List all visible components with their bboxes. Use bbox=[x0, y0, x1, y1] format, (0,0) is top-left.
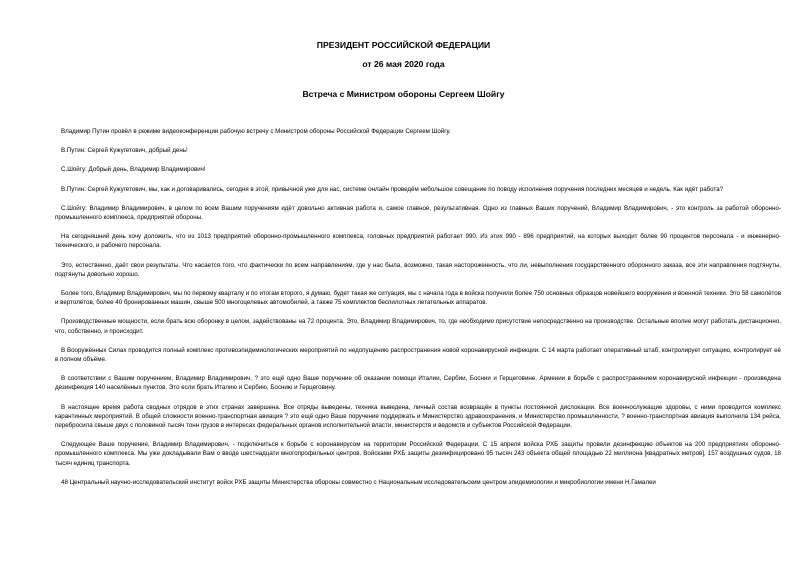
paragraph: С.Шойгу: Добрый день, Владимир Владимирович! bbox=[61, 166, 206, 174]
paragraph: Следующее Ваше поручение, Владимир Владимирович, - подключиться к борьбе с коронавирусом на территории Российской Федерации. С 15 апреля войска РХБ защиты провели дезинфекцию объектов на 200 предприятиях оборонно-промышленного комплекса. Мы уже докладывали Вам о вводе шестнадцати многопрофильных центров. Войсками РХБ защиты дезинфицировано 95 тысяч 243 объекта общей площадью 22 миллиона [квадратных метров], 157 воздушных судов, 18 тысяч единиц транспорта. bbox=[55, 441, 781, 467]
paragraph: В.Путин: Сергей Кужугетович, мы, как и договаривались, сегодня в этой, привычной уже для нас, системе онлайн проведём небольшое совещание по поводу исполнения поручения последних месяцев и недель. Как идёт работа? bbox=[61, 185, 724, 193]
organization-heading: ПРЕЗИДЕНТ РОССИЙСКОЙ ФЕДЕРАЦИИ bbox=[316, 40, 491, 50]
paragraph: В настоящее время работа сводных отрядов в этих странах завершена. Все отряды выведены, техника выведена, личный состав возвращён в пункты постоянной дислокации. Все военнослужащие здоровы, с ними проводится комплекс карантинных мероприятий. В общей сложности военно-транспортная авиация ? это ещё одно Ваше поручение поддержать и Министерство здравоохранения, и Министерство промышленности, ? военно-транспортная авиация выполнила 134 рейса, перебросила свыше двух с половиной тысяч тонн грузов в интересах федеральных органов исполнительной власти, министерств и ведомств и субъектов Российской Федерации. bbox=[55, 403, 781, 430]
paragraph: На сегодняшний день хочу доложить, что из 1013 предприятий оборонно-промышленного комплекса, головных предприятий работает 990. Из этих 990 - 896 предприятий, на которых выходит более 90 процентов персонала - и инженерно-технического, и рабочего персонала. bbox=[55, 233, 781, 250]
paragraph: В.Путин: Сергей Кужугетович, добрый день! bbox=[61, 147, 188, 155]
paragraph: В соответствии с Вашим поручением, Владимир Владимирович, ? это ещё одно Ваше поручение об оказании помощи Италии, Сербии, Боснии и Герцеговине, Армении в борьбе с распространением коронавирусной инфекции - произведена дезинфекция 140 населённых пунктов. Это если брать Италию и Сербию, Боснию и Герцеговину. bbox=[55, 375, 781, 392]
paragraph: С.Шойгу: Владимир Владимирович, в целом по всем Вашим поручениям идёт довольно активная работа и, самое главное, результативная. Одно из главных Ваших поручений, Владимир Владимирович, - это контроль за работой оборонно-промышленного комплекса, предприятий обороны. bbox=[55, 204, 781, 222]
paragraph: 48 Центральный научно-исследовательский институт войск РХБ защиты Министерства обороны совместно с Национальным исследовательским центром эпидемиологии и микробиологии имени Н.Гамалеи bbox=[61, 478, 656, 486]
paragraph: Владимир Путин провёл в режиме видеоконференции рабочую встречу с Министром обороны Российской Федерации Сергеем Шойгу. bbox=[61, 128, 451, 135]
date-heading: от 26 мая 2020 года bbox=[362, 59, 445, 69]
paragraph: В Вооружённых Силах проводится полный комплекс противоэпидемиологических мероприятий по недопущению распространения новой коронавирусной инфекции. С 14 марта работает оперативный штаб, контролирует ситуацию, контролирует её в полном объёме. bbox=[55, 346, 781, 364]
document-title: Встреча с Министром обороны Сергеем Шойгу bbox=[302, 89, 505, 99]
document-body bbox=[55, 127, 781, 487]
paragraph: Более того, Владимир Владимирович, мы по первому кварталу и по итогам второго, я думаю, будет такая же ситуация, мы с начала года в войска получили более 750 основных образцов новейшего вооружения и военной техники. Это 58 самолётов и вертолётов, более 40 бронированных машин, свыше 500 многоцелевых автомобилей, а также 75 комплектов беспилотных летательных аппаратов. bbox=[55, 290, 781, 307]
paragraph: Это, естественно, даёт свои результаты. Что касается того, что фактически по всем направлениям, где у нас была, возможно, такая настороженность, что ли, невыполнения государственного оборонного заказа, все эти направления подтянуты, подтянуты довольно хорошо. bbox=[55, 261, 781, 278]
paragraph: Производственные мощности, если брать всю оборонку в целом, задействованы на 72 процента. Это, Владимир Владимирович, то, где необходимо присутствие непосредственно на производстве. Остальные вполне могут работать дистанционно, что, собственно, и происходит. bbox=[55, 318, 781, 335]
